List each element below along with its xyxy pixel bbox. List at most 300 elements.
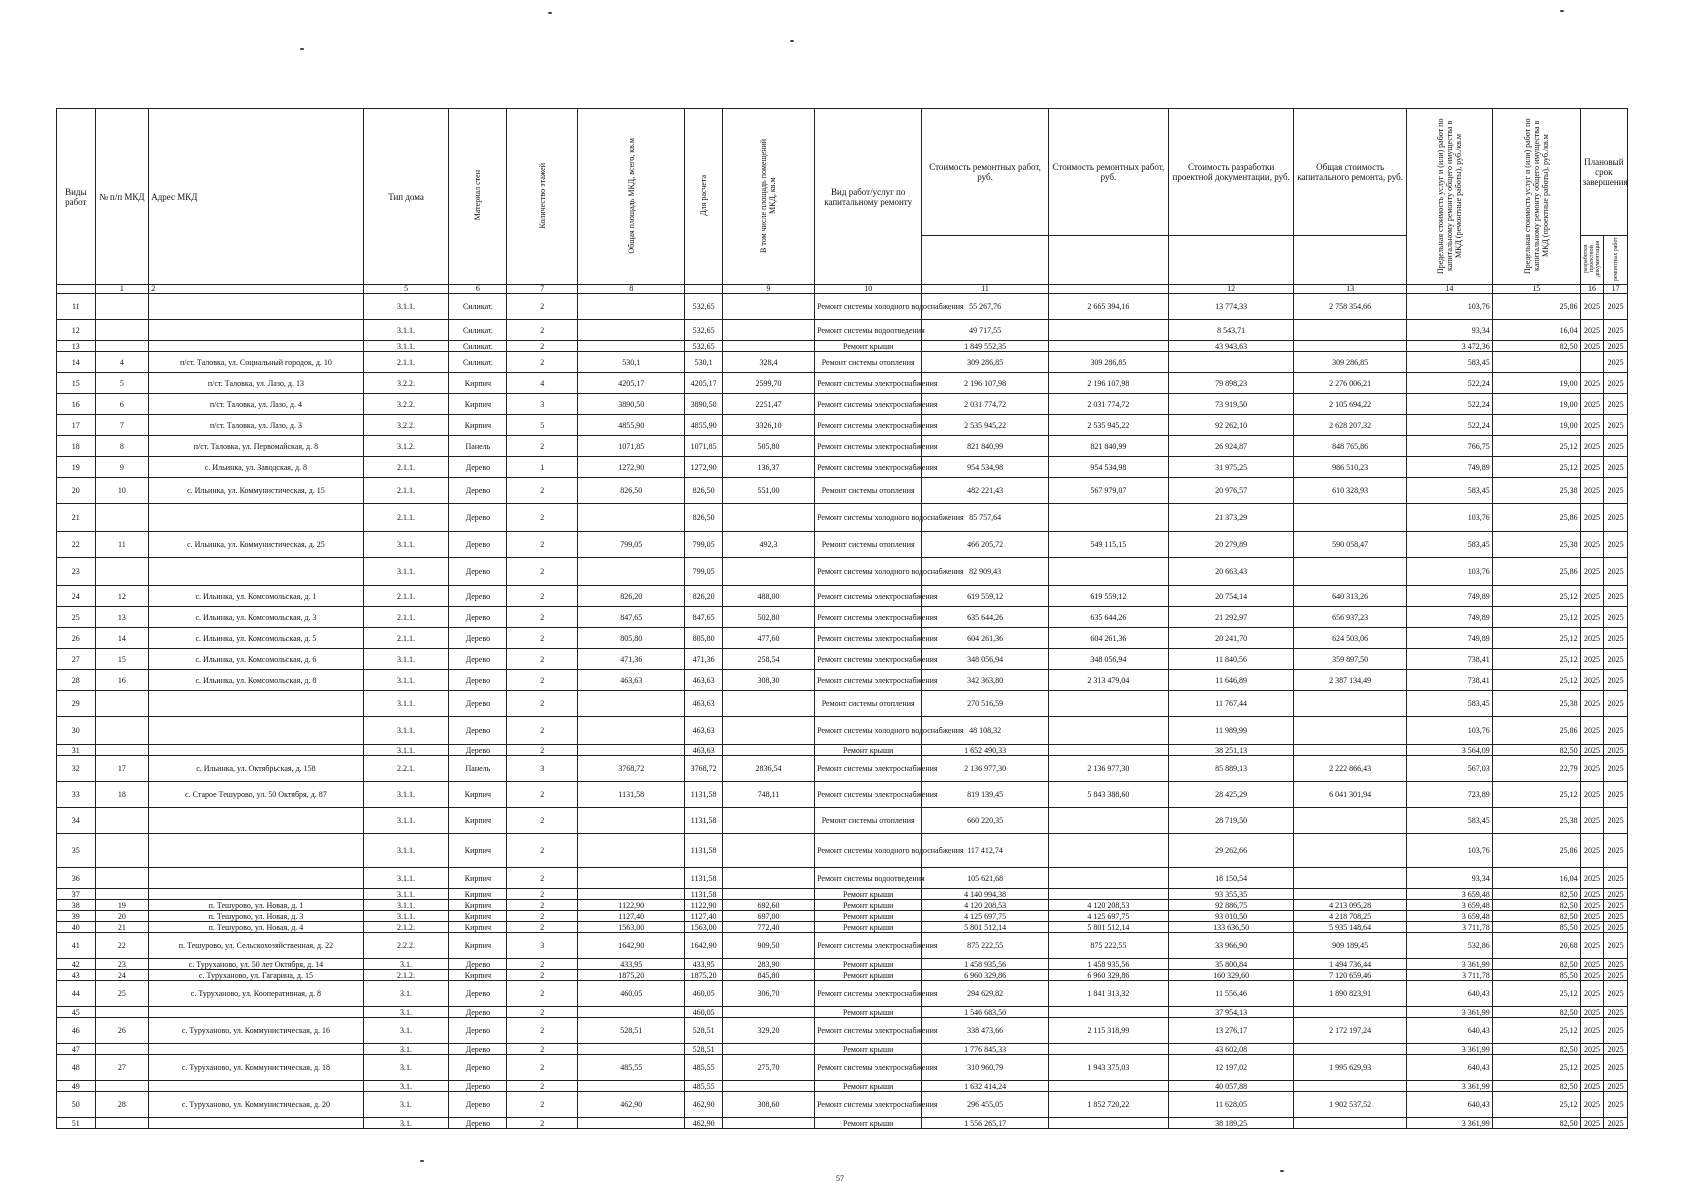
cell-term-design: 2025 — [1580, 373, 1604, 394]
cell-total-area: 826,20 — [578, 586, 685, 607]
cell-area-premises: 502,80 — [722, 607, 814, 628]
cell-wall-material: Кирпич — [449, 868, 507, 889]
cell-cost-design — [1168, 352, 1293, 373]
page-number: 57 — [836, 1174, 844, 1183]
cell-total-cost: 2 222 866,43 — [1294, 756, 1407, 782]
cell-row-number: 41 — [57, 933, 96, 959]
cell-term-design: 2025 — [1580, 1007, 1604, 1018]
cell-cost-repair: 309 286,85 — [922, 352, 1049, 373]
cell-house-type: 2.2.1. — [363, 756, 449, 782]
cell-house-type: 3.1.1. — [363, 900, 449, 911]
cell-total-cost — [1294, 745, 1407, 756]
cell-area-premises: 308,30 — [722, 670, 814, 691]
cell-address — [149, 1118, 363, 1129]
cell-work-type: Ремонт крыши — [815, 1118, 922, 1129]
cell-cost-repair: 466 205,72 — [922, 532, 1049, 558]
cell-row-number: 15 — [57, 373, 96, 394]
cell-wall-material: Силикат. — [449, 320, 507, 341]
cell-limit-repair: 103,76 — [1406, 834, 1492, 868]
cell-house-type: 3.1.1. — [363, 717, 449, 745]
cell-floors: 2 — [507, 320, 578, 341]
cell-work-type: Ремонт системы отопления — [815, 691, 922, 717]
cell-cost-repair-total: 954 534,98 — [1048, 457, 1168, 478]
cell-limit-repair: 567,03 — [1406, 756, 1492, 782]
cell-work-type: Ремонт системы электроснабжения — [815, 586, 922, 607]
cell-wall-material: Дерево — [449, 1055, 507, 1081]
cell-area-calc: 805,80 — [685, 628, 723, 649]
cell-floors: 2 — [507, 628, 578, 649]
cell-area-calc: 463,63 — [685, 691, 723, 717]
cell-cost-repair-total: 875 222,55 — [1048, 933, 1168, 959]
cell-total-cost — [1294, 504, 1407, 532]
cell-work-type: Ремонт системы холодного водоснабжения — [815, 504, 922, 532]
table-row — [57, 341, 1628, 352]
cell-mkd-number — [95, 558, 149, 586]
cell-limit-design: 19,00 — [1492, 373, 1580, 394]
cell-mkd-number — [95, 717, 149, 745]
cell-limit-repair: 3 361,99 — [1406, 1081, 1492, 1092]
total-area-label: Общая площадь МКД, всего, кв.м — [626, 137, 636, 254]
cell-address — [149, 1044, 363, 1055]
table-row — [57, 670, 1628, 691]
cell-house-type: 3.1.1. — [363, 649, 449, 670]
cell-total-area — [578, 717, 685, 745]
cell-total-area: 826,50 — [578, 478, 685, 504]
cell-cost-repair-total — [1048, 717, 1168, 745]
cell-address: с. Туруханово, ул. Коммунистическая, д. 18 — [149, 1055, 363, 1081]
cell-limit-design: 82,50 — [1492, 889, 1580, 900]
cell-address — [149, 745, 363, 756]
col-header-work-kind: Виды работ — [57, 109, 96, 285]
cell-total-cost: 2 105 694,22 — [1294, 394, 1407, 415]
cell-wall-material: Дерево — [449, 691, 507, 717]
cell-area-calc: 532,65 — [685, 294, 723, 320]
table-body — [57, 294, 1628, 1129]
cell-cost-design: 20 279,89 — [1168, 532, 1293, 558]
cell-term-design: 2025 — [1580, 649, 1604, 670]
cell-limit-repair: 749,89 — [1406, 586, 1492, 607]
cell-area-premises: 275,70 — [722, 1055, 814, 1081]
cell-limit-design: 25,38 — [1492, 808, 1580, 834]
cell-cost-design: 11 840,56 — [1168, 649, 1293, 670]
table-row — [57, 959, 1628, 970]
cell-limit-repair: 3 711,78 — [1406, 970, 1492, 981]
cell-term-design: 2025 — [1580, 558, 1604, 586]
cell-cost-repair: 6 960 329,86 — [922, 970, 1049, 981]
cell-address — [149, 504, 363, 532]
cell-address: с. Ильинка, ул. Заводская, д. 8 — [149, 457, 363, 478]
cell-limit-design: 25,12 — [1492, 1092, 1580, 1118]
cell-floors: 2 — [507, 1044, 578, 1055]
cell-limit-repair: 3 659,48 — [1406, 900, 1492, 911]
cell-total-area — [578, 691, 685, 717]
cell-cost-repair: 55 267,76 — [922, 294, 1049, 320]
cell-wall-material: Дерево — [449, 1081, 507, 1092]
cell-total-area — [578, 558, 685, 586]
cell-cost-repair-total: 1 943 375,03 — [1048, 1055, 1168, 1081]
cell-row-number: 22 — [57, 532, 96, 558]
cell-work-type: Ремонт системы электроснабжения — [815, 373, 922, 394]
cell-floors: 2 — [507, 922, 578, 933]
cell-total-area: 1642,90 — [578, 933, 685, 959]
cell-house-type: 2.1.1. — [363, 352, 449, 373]
cell-area-premises — [722, 294, 814, 320]
col-header-term-design — [1580, 236, 1604, 285]
cell-house-type: 3.1. — [363, 1007, 449, 1018]
cell-total-area: 4205,17 — [578, 373, 685, 394]
cell-total-area: 471,36 — [578, 649, 685, 670]
table-row — [57, 1081, 1628, 1092]
cell-house-type: 3.1.1. — [363, 868, 449, 889]
cell-cost-design: 133 636,50 — [1168, 922, 1293, 933]
area-premises-label: В том числе площадь помещений МКД, кв.м — [759, 138, 778, 253]
cell-row-number: 23 — [57, 558, 96, 586]
cell-term-repair: 2025 — [1604, 1044, 1628, 1055]
cell-cost-repair-total: 2 115 318,99 — [1048, 1018, 1168, 1044]
cell-area-calc: 485,55 — [685, 1081, 723, 1092]
cell-row-number: 21 — [57, 504, 96, 532]
cell-floors: 2 — [507, 294, 578, 320]
cell-floors: 2 — [507, 670, 578, 691]
cell-house-type: 3.1.1. — [363, 745, 449, 756]
cell-mkd-number: 27 — [95, 1055, 149, 1081]
cell-area-premises: 306,70 — [722, 981, 814, 1007]
cell-term-design — [1580, 352, 1604, 373]
cell-term-repair: 2025 — [1604, 959, 1628, 970]
cell-term-repair: 2025 — [1604, 691, 1628, 717]
cell-row-number: 36 — [57, 868, 96, 889]
cell-work-type: Ремонт системы электроснабжения — [815, 436, 922, 457]
cell-area-premises — [722, 504, 814, 532]
term-repair-label: ремонтных работ — [1612, 236, 1619, 282]
cell-total-area — [578, 889, 685, 900]
cell-floors: 2 — [507, 959, 578, 970]
cell-cost-design: 92 886,75 — [1168, 900, 1293, 911]
cell-address — [149, 1081, 363, 1092]
cell-cost-repair-total: 1 841 313,32 — [1048, 981, 1168, 1007]
cell-term-repair: 2025 — [1604, 478, 1628, 504]
cell-limit-repair: 532,86 — [1406, 933, 1492, 959]
cell-term-design: 2025 — [1580, 889, 1604, 900]
cell-house-type: 2.1.1. — [363, 607, 449, 628]
col-header-cost-design: Стоимость разработки проектной документации, руб. — [1168, 109, 1293, 236]
cell-mkd-number: 13 — [95, 607, 149, 628]
cell-house-type: 3.1. — [363, 1044, 449, 1055]
cell-limit-design: 85,50 — [1492, 922, 1580, 933]
table-row — [57, 834, 1628, 868]
cell-term-design: 2025 — [1580, 607, 1604, 628]
cell-mkd-number: 23 — [95, 959, 149, 970]
cell-total-cost: 6 041 301,94 — [1294, 782, 1407, 808]
cell-floors: 1 — [507, 457, 578, 478]
cell-area-premises: 258,54 — [722, 649, 814, 670]
cell-house-type: 2.1.2. — [363, 970, 449, 981]
cell-term-design: 2025 — [1580, 341, 1604, 352]
cell-total-cost: 1 890 823,91 — [1294, 981, 1407, 1007]
cell-work-type: Ремонт крыши — [815, 1044, 922, 1055]
table-row — [57, 911, 1628, 922]
cell-wall-material: Силикат. — [449, 341, 507, 352]
cell-mkd-number: 7 — [95, 415, 149, 436]
cell-mkd-number: 26 — [95, 1018, 149, 1044]
cell-term-design: 2025 — [1580, 691, 1604, 717]
table-row — [57, 745, 1628, 756]
cell-wall-material: Дерево — [449, 558, 507, 586]
register-sheet — [56, 108, 1628, 1129]
table-row — [57, 320, 1628, 341]
cell-area-premises — [722, 558, 814, 586]
cell-limit-design: 25,86 — [1492, 717, 1580, 745]
cell-limit-repair: 3 361,99 — [1406, 959, 1492, 970]
col-header-house-type: Тип дома — [363, 109, 449, 285]
cell-area-calc: 1131,58 — [685, 868, 723, 889]
table-row — [57, 436, 1628, 457]
cell-cost-design: 79 898,23 — [1168, 373, 1293, 394]
cell-cost-repair-total: 1 852 720,22 — [1048, 1092, 1168, 1118]
cell-address — [149, 889, 363, 900]
cell-cost-repair: 1 632 414,24 — [922, 1081, 1049, 1092]
cell-area-calc: 1071,85 — [685, 436, 723, 457]
cell-limit-repair: 93,34 — [1406, 868, 1492, 889]
table-row — [57, 504, 1628, 532]
limit-repair-label: Предельная стоимость услуг и (или) работ по капитальному ремонту общего имущества в МКД (ремонтные работы), руб./кв.м — [1435, 117, 1463, 274]
cell-address: п/ст. Таловка, ул. Лазо, д. 4 — [149, 394, 363, 415]
cell-total-area: 3768,72 — [578, 756, 685, 782]
cell-address — [149, 808, 363, 834]
cell-total-cost — [1294, 1118, 1407, 1129]
cell-total-cost — [1294, 558, 1407, 586]
table-row — [57, 586, 1628, 607]
cell-work-type: Ремонт крыши — [815, 922, 922, 933]
cell-row-number: 18 — [57, 436, 96, 457]
cell-cost-design: 13 774,33 — [1168, 294, 1293, 320]
cell-total-cost: 590 058,47 — [1294, 532, 1407, 558]
cell-limit-repair: 583,45 — [1406, 691, 1492, 717]
cell-cost-design: 28 719,50 — [1168, 808, 1293, 834]
cell-limit-repair: 3 472,36 — [1406, 341, 1492, 352]
cell-cost-repair-total: 1 458 935,56 — [1048, 959, 1168, 970]
cell-mkd-number — [95, 341, 149, 352]
cell-area-premises — [722, 1081, 814, 1092]
cell-limit-repair: 738,41 — [1406, 649, 1492, 670]
cell-floors: 2 — [507, 532, 578, 558]
cell-total-area — [578, 868, 685, 889]
cell-row-number: 34 — [57, 808, 96, 834]
cell-term-repair: 2025 — [1604, 341, 1628, 352]
cell-total-area — [578, 294, 685, 320]
cell-mkd-number: 17 — [95, 756, 149, 782]
cell-limit-design: 16,04 — [1492, 868, 1580, 889]
cell-cost-repair-total: 5 801 512,14 — [1048, 922, 1168, 933]
cell-limit-design: 82,50 — [1492, 900, 1580, 911]
cell-row-number: 19 — [57, 457, 96, 478]
scan-speck — [1560, 10, 1564, 12]
column-number: 10 — [815, 285, 922, 294]
cell-term-repair: 2025 — [1604, 607, 1628, 628]
cell-total-area — [578, 341, 685, 352]
col-header-cost-repair-1: Стоимость ремонтных работ, руб. — [922, 109, 1049, 236]
cell-cost-design: 160 329,60 — [1168, 970, 1293, 981]
cell-floors: 2 — [507, 1092, 578, 1118]
cell-area-premises — [722, 1118, 814, 1129]
cell-house-type: 3.1.1. — [363, 320, 449, 341]
cell-area-calc: 799,05 — [685, 532, 723, 558]
cell-floors: 2 — [507, 1081, 578, 1092]
cell-term-design: 2025 — [1580, 922, 1604, 933]
cell-limit-design: 19,00 — [1492, 415, 1580, 436]
cell-term-design: 2025 — [1580, 717, 1604, 745]
cell-total-cost — [1294, 691, 1407, 717]
cell-cost-repair-total — [1048, 889, 1168, 900]
cell-total-area — [578, 504, 685, 532]
cell-work-type: Ремонт системы электроснабжения — [815, 415, 922, 436]
cell-limit-design: 25,38 — [1492, 478, 1580, 504]
cell-term-design: 2025 — [1580, 911, 1604, 922]
cell-area-calc: 485,55 — [685, 1055, 723, 1081]
cell-area-premises — [722, 1007, 814, 1018]
cell-limit-repair: 103,76 — [1406, 504, 1492, 532]
cell-address: с. Ильинка, ул. Октябрьская, д. 158 — [149, 756, 363, 782]
cell-row-number: 13 — [57, 341, 96, 352]
cell-mkd-number — [95, 1118, 149, 1129]
cell-floors: 2 — [507, 1018, 578, 1044]
cell-floors: 2 — [507, 900, 578, 911]
cell-area-premises: 845,80 — [722, 970, 814, 981]
cell-term-repair: 2025 — [1604, 745, 1628, 756]
cell-area-premises: 477,60 — [722, 628, 814, 649]
cell-area-calc: 460,05 — [685, 1007, 723, 1018]
cell-wall-material: Дерево — [449, 1092, 507, 1118]
cell-row-number: 25 — [57, 607, 96, 628]
table-row — [57, 922, 1628, 933]
cell-cost-repair: 875 222,55 — [922, 933, 1049, 959]
cell-work-type: Ремонт крыши — [815, 959, 922, 970]
cell-area-calc: 4855,90 — [685, 415, 723, 436]
cell-wall-material: Дерево — [449, 717, 507, 745]
cell-address: с. Ильинка, ул. Комсомольская, д. 3 — [149, 607, 363, 628]
cell-mkd-number: 19 — [95, 900, 149, 911]
cell-cost-design: 18 150,54 — [1168, 868, 1293, 889]
cell-address: с. Ильинка, ул. Коммунистическая, д. 15 — [149, 478, 363, 504]
table-row — [57, 415, 1628, 436]
cell-area-calc: 462,90 — [685, 1118, 723, 1129]
cell-cost-repair-total: 4 125 697,75 — [1048, 911, 1168, 922]
cell-cost-repair: 294 629,82 — [922, 981, 1049, 1007]
cell-term-design: 2025 — [1580, 1092, 1604, 1118]
cell-total-cost: 656 937,23 — [1294, 607, 1407, 628]
cell-term-repair: 2025 — [1604, 628, 1628, 649]
cell-limit-repair: 583,45 — [1406, 808, 1492, 834]
cell-limit-design: 25,38 — [1492, 532, 1580, 558]
cell-area-premises — [722, 889, 814, 900]
cell-work-type: Ремонт системы электроснабжения — [815, 1018, 922, 1044]
cell-area-calc: 1875,20 — [685, 970, 723, 981]
cell-mkd-number: 12 — [95, 586, 149, 607]
cell-cost-repair: 2 136 977,30 — [922, 756, 1049, 782]
col-header-term-repair — [1604, 236, 1628, 285]
cell-area-premises — [722, 868, 814, 889]
cell-mkd-number — [95, 320, 149, 341]
cell-limit-repair: 640,43 — [1406, 981, 1492, 1007]
cell-work-type: Ремонт системы электроснабжения — [815, 628, 922, 649]
blank-header-cell — [1294, 236, 1407, 285]
cell-limit-design: 82,50 — [1492, 911, 1580, 922]
cell-house-type: 3.1.1. — [363, 691, 449, 717]
column-number: 14 — [1406, 285, 1492, 294]
cell-cost-repair: 310 960,79 — [922, 1055, 1049, 1081]
cell-cost-design: 33 966,90 — [1168, 933, 1293, 959]
cell-floors: 2 — [507, 868, 578, 889]
cell-term-design: 2025 — [1580, 808, 1604, 834]
cell-cost-repair: 2 031 774,72 — [922, 394, 1049, 415]
cell-area-calc: 532,65 — [685, 320, 723, 341]
table-row — [57, 628, 1628, 649]
cell-wall-material: Дерево — [449, 1044, 507, 1055]
cell-area-premises — [722, 717, 814, 745]
cell-mkd-number — [95, 745, 149, 756]
cell-row-number: 37 — [57, 889, 96, 900]
cell-floors: 2 — [507, 834, 578, 868]
cell-wall-material: Дерево — [449, 1007, 507, 1018]
cell-address — [149, 834, 363, 868]
cell-house-type: 2.1.1. — [363, 478, 449, 504]
cell-row-number: 24 — [57, 586, 96, 607]
cell-work-type: Ремонт крыши — [815, 970, 922, 981]
cell-cost-repair-total: 5 843 388,60 — [1048, 782, 1168, 808]
cell-row-number: 46 — [57, 1018, 96, 1044]
table-row — [57, 1118, 1628, 1129]
table-row — [57, 691, 1628, 717]
cell-total-cost: 309 286,85 — [1294, 352, 1407, 373]
cell-limit-repair: 522,24 — [1406, 373, 1492, 394]
cell-work-type: Ремонт системы электроснабжения — [815, 756, 922, 782]
cell-limit-design: 25,12 — [1492, 586, 1580, 607]
cell-limit-design: 25,12 — [1492, 457, 1580, 478]
cell-total-cost — [1294, 834, 1407, 868]
cell-cost-repair: 342 363,80 — [922, 670, 1049, 691]
cell-total-cost — [1294, 717, 1407, 745]
cell-row-number: 16 — [57, 394, 96, 415]
cell-limit-design: 82,50 — [1492, 959, 1580, 970]
column-number: 17 — [1604, 285, 1628, 294]
cell-wall-material: Кирпич — [449, 911, 507, 922]
cell-wall-material: Дерево — [449, 628, 507, 649]
cell-limit-design: 25,86 — [1492, 294, 1580, 320]
table-row — [57, 970, 1628, 981]
cell-limit-design: 82,50 — [1492, 1081, 1580, 1092]
cell-row-number: 45 — [57, 1007, 96, 1018]
cell-limit-design: 25,12 — [1492, 782, 1580, 808]
cell-total-cost: 848 765,86 — [1294, 436, 1407, 457]
cell-cost-repair: 4 140 994,38 — [922, 889, 1049, 900]
cell-row-number: 44 — [57, 981, 96, 1007]
cell-house-type: 3.2.2. — [363, 394, 449, 415]
cell-term-repair: 2025 — [1604, 1018, 1628, 1044]
cell-term-repair: 2025 — [1604, 320, 1628, 341]
cell-cost-repair: 660 220,35 — [922, 808, 1049, 834]
cell-total-area: 1875,20 — [578, 970, 685, 981]
cell-work-type: Ремонт системы отопления — [815, 352, 922, 373]
cell-limit-repair: 640,43 — [1406, 1092, 1492, 1118]
cell-row-number: 31 — [57, 745, 96, 756]
cell-area-calc: 1131,58 — [685, 808, 723, 834]
cell-cost-design: 11 767,44 — [1168, 691, 1293, 717]
cell-floors: 2 — [507, 981, 578, 1007]
cell-work-type: Ремонт крыши — [815, 341, 922, 352]
cell-area-premises — [722, 745, 814, 756]
cell-area-calc: 463,63 — [685, 717, 723, 745]
cell-house-type: 3.2.2. — [363, 415, 449, 436]
